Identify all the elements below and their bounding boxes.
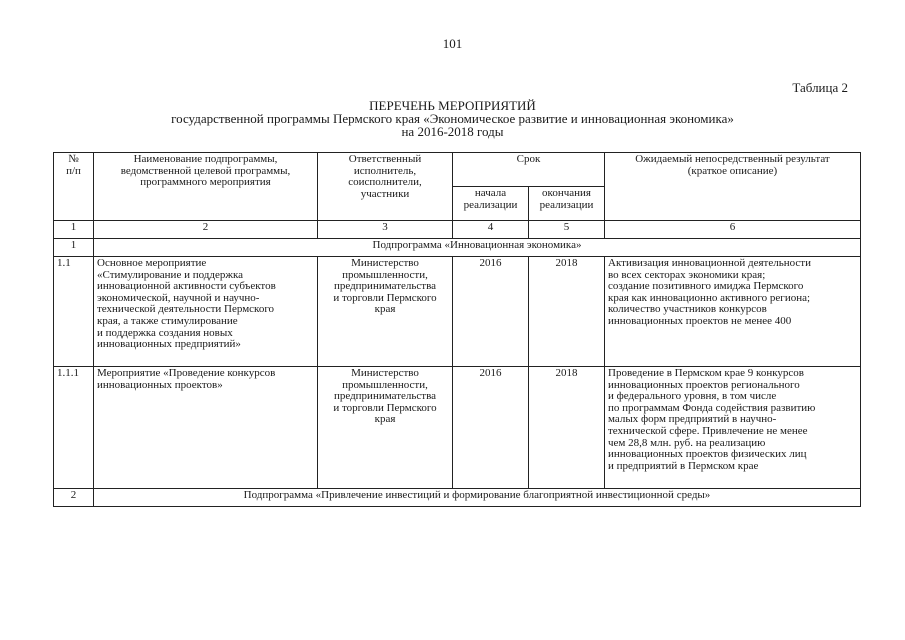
row-1-1-1-end: 2018 <box>529 367 605 489</box>
col-number-5: 5 <box>529 221 605 239</box>
header-name: Наименование подпрограммы, ведомственной целевой программы, программного мероприятия <box>94 153 318 221</box>
header-end: окончания реализации <box>529 187 605 221</box>
title-line-3: на 2016-2018 годы <box>401 124 504 139</box>
row-1-1-result: Активизация инновационной деятельности во всех секторах экономики края; создание позитивного имиджа Пермского края как инновационно активного региона; количество участников конкурсов инновационных проектов не менее 400 <box>605 257 861 367</box>
col-number-4: 4 <box>453 221 529 239</box>
title-line-1: ПЕРЕЧЕНЬ МЕРОПРИЯТИЙ <box>369 98 536 113</box>
row-1-1-name: Основное мероприятие «Стимулирование и поддержка инновационной активности субъектов экономической, научной и научно- технической деятельности Пермского края, а также стимулирование и поддержка создания новых инновационных предприятий» <box>94 257 318 367</box>
subprogram-1-num: 1 <box>54 239 94 257</box>
subprogram-2-title: Подпрограмма «Привлечение инвестиций и формирование благоприятной инвестиционной среды» <box>94 489 861 507</box>
header-num: № п/п <box>54 153 94 221</box>
header-term: Срок <box>453 153 605 187</box>
row-1-1-responsible: Министерство промышленности, предпринимательства и торговли Пермского края <box>318 257 453 367</box>
subprogram-1-title: Подпрограмма «Инновационная экономика» <box>94 239 861 257</box>
row-1-1-start: 2016 <box>453 257 529 367</box>
header-start: начала реализации <box>453 187 529 221</box>
row-1-1-1-name: Мероприятие «Проведение конкурсов инновационных проектов» <box>94 367 318 489</box>
col-number-3: 3 <box>318 221 453 239</box>
activities-table <box>53 152 861 507</box>
row-1-1-num: 1.1 <box>54 257 94 367</box>
subprogram-2-row <box>54 489 861 507</box>
column-number-row <box>54 221 861 239</box>
title-line-2: государственной программы Пермского края «Экономическое развитие и инновационная экономика» <box>171 111 734 126</box>
table-row <box>54 257 861 367</box>
page-number: 101 <box>442 36 463 51</box>
subprogram-2-num: 2 <box>54 489 94 507</box>
row-1-1-1-start: 2016 <box>453 367 529 489</box>
col-number-2: 2 <box>94 221 318 239</box>
header-responsible: Ответственный исполнитель, соисполнители, участники <box>318 153 453 221</box>
row-1-1-end: 2018 <box>529 257 605 367</box>
row-1-1-1-responsible: Министерство промышленности, предпринимательства и торговли Пермского края <box>318 367 453 489</box>
table-row <box>54 367 861 489</box>
row-1-1-1-result: Проведение в Пермском крае 9 конкурсов инновационных проектов регионального и федерального уровня, в том числе по программам Фонда содействия развитию малых форм предприятий в научно- технической сфере. Привлечение не менее чем 28,8 млн. руб. на реализацию инновационных проектов физических лиц и предприятий в Пермском крае <box>605 367 861 489</box>
row-1-1-1-num: 1.1.1 <box>54 367 94 489</box>
table-label: Таблица 2 <box>792 80 848 95</box>
header-result: Ожидаемый непосредственный результат (краткое описание) <box>605 153 861 221</box>
col-number-1: 1 <box>54 221 94 239</box>
document-title <box>0 99 905 138</box>
header-row <box>54 153 861 187</box>
subprogram-1-row <box>54 239 861 257</box>
col-number-6: 6 <box>605 221 861 239</box>
